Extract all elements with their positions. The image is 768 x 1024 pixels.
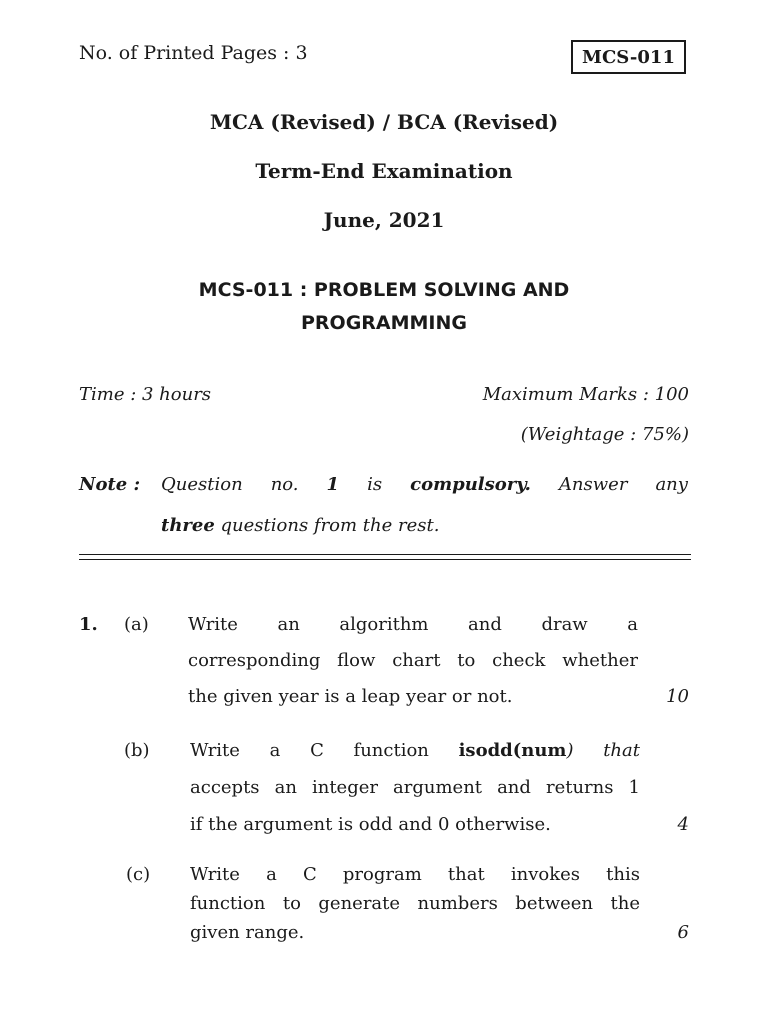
divider-bottom-line <box>79 559 691 560</box>
maximum-marks: Maximum Marks : 100 <box>482 384 689 405</box>
note-label: Note : <box>79 474 141 495</box>
divider-top-line <box>79 554 691 555</box>
note-word: Answer <box>558 474 628 495</box>
part-a-line3: the given year is a leap year or not. <box>188 686 513 707</box>
part-c-marks: 6 <box>677 922 689 943</box>
part-c-line3: given range. <box>190 922 305 943</box>
paper-code-box: MCS-011 <box>571 40 686 74</box>
subject-title <box>0 274 768 340</box>
part-b-function-name: isodd(num <box>458 740 567 761</box>
question-number: 1. <box>79 614 98 635</box>
note-word-three: three <box>161 515 215 536</box>
part-b-line1-post: ) that <box>566 740 640 761</box>
note-word: no. <box>270 474 299 495</box>
part-a-label: (a) <box>124 614 149 635</box>
note-line1 <box>161 474 688 495</box>
printed-pages-count: No. of Printed Pages : 3 <box>79 42 308 64</box>
part-b-line3: if the argument is odd and 0 otherwise. <box>190 814 551 835</box>
part-b-label: (b) <box>124 740 150 761</box>
note-word: is <box>367 474 383 495</box>
part-b-line1-pre: Write a C function <box>190 740 459 761</box>
part-c-label: (c) <box>126 864 151 885</box>
weightage: (Weightage : 75%) <box>520 424 689 445</box>
exam-duration: Time : 3 hours <box>79 384 212 405</box>
exam-session: June, 2021 <box>323 208 445 232</box>
note-word-compulsory: compulsory. <box>410 474 531 495</box>
note-line2 <box>161 515 439 536</box>
part-a-line2: corresponding flow chart to check whether <box>188 650 638 671</box>
part-b-line1 <box>190 740 640 761</box>
part-b-marks: 4 <box>677 814 689 835</box>
note-line2-rest: questions from the rest. <box>214 515 440 536</box>
part-a-marks: 10 <box>666 686 689 707</box>
note-word: Question <box>161 474 243 495</box>
exam-title: Term-End Examination <box>255 159 513 183</box>
subject-title-line1: MCS-011 : PROBLEM SOLVING AND <box>198 279 570 301</box>
subject-title-line2: PROGRAMMING <box>300 312 468 334</box>
part-c-line1: Write a C program that invokes this <box>190 864 640 885</box>
note-word: any <box>655 474 688 495</box>
part-b-line2: accepts an integer argument and returns 1 <box>190 777 640 798</box>
note-word: 1 <box>326 474 340 495</box>
programme-title: MCA (Revised) / BCA (Revised) <box>209 110 559 134</box>
part-c-line2: function to generate numbers between the <box>190 893 640 914</box>
part-a-line1: Write an algorithm and draw a <box>188 614 638 635</box>
